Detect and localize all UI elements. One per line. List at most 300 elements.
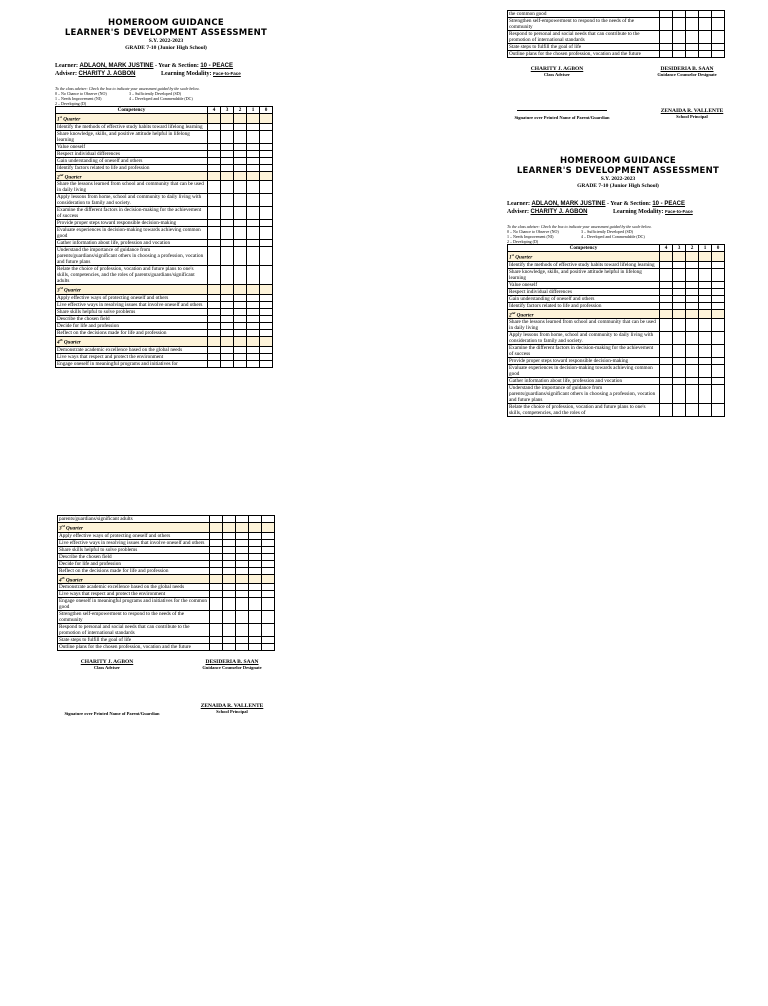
rating-checkbox[interactable] bbox=[686, 332, 699, 345]
competency-row bbox=[508, 365, 725, 378]
rating-checkbox[interactable] bbox=[660, 261, 673, 268]
rating-checkbox[interactable] bbox=[673, 281, 686, 288]
competency-row bbox=[508, 319, 725, 332]
rating-checkbox[interactable] bbox=[247, 295, 260, 302]
rating-checkbox[interactable] bbox=[223, 637, 236, 644]
rating-checkbox[interactable] bbox=[673, 385, 686, 404]
rating-checkbox[interactable] bbox=[223, 611, 236, 624]
rating-checkbox[interactable] bbox=[262, 567, 275, 574]
rating-checkbox[interactable] bbox=[262, 624, 275, 637]
rating-checkbox[interactable] bbox=[712, 261, 725, 268]
rating-checkbox[interactable] bbox=[699, 365, 712, 378]
rating-checkbox[interactable] bbox=[699, 385, 712, 404]
rating-checkbox[interactable] bbox=[210, 567, 223, 574]
rating-checkbox[interactable] bbox=[660, 404, 673, 417]
rating-checkbox[interactable] bbox=[210, 560, 223, 567]
rating-checkbox[interactable] bbox=[699, 319, 712, 332]
rating-checkbox[interactable] bbox=[673, 319, 686, 332]
competency-text: Relate the choice of profession, vocation and future plans to one's skills, competencies, and the roles of bbox=[508, 404, 660, 417]
rating-checkbox[interactable] bbox=[236, 532, 249, 539]
rating-checkbox[interactable] bbox=[234, 316, 247, 323]
rating-checkbox[interactable] bbox=[236, 560, 249, 567]
rating-checkbox[interactable] bbox=[673, 31, 686, 44]
rating-checkbox[interactable] bbox=[208, 207, 221, 220]
rating-checkbox[interactable] bbox=[686, 365, 699, 378]
rating-checkbox[interactable] bbox=[208, 266, 221, 285]
rating-checkbox[interactable] bbox=[208, 323, 221, 330]
rating-checkbox[interactable] bbox=[221, 150, 234, 157]
rating-checkbox[interactable] bbox=[247, 194, 260, 207]
rating-checkbox[interactable] bbox=[673, 404, 686, 417]
rating-checkbox[interactable] bbox=[712, 11, 725, 18]
rating-checkbox[interactable] bbox=[686, 319, 699, 332]
rating-checkbox[interactable] bbox=[210, 584, 223, 591]
rating-checkbox[interactable] bbox=[236, 591, 249, 598]
competency-text: Respond to personal and social needs that can contribute to the promotion of international standards bbox=[508, 31, 660, 44]
rating-checkbox[interactable] bbox=[673, 44, 686, 51]
rating-checkbox[interactable] bbox=[234, 207, 247, 220]
rating-checkbox[interactable] bbox=[221, 302, 234, 309]
rating-checkbox[interactable] bbox=[247, 247, 260, 266]
rating-checkbox[interactable] bbox=[208, 157, 221, 164]
rating-checkbox[interactable] bbox=[208, 330, 221, 337]
rating-checkbox[interactable] bbox=[221, 227, 234, 240]
rating-checkbox[interactable] bbox=[236, 624, 249, 637]
rating-checkbox[interactable] bbox=[673, 288, 686, 295]
rating-checkbox[interactable] bbox=[660, 18, 673, 31]
rating-checkbox[interactable] bbox=[247, 346, 260, 353]
rating-checkbox[interactable] bbox=[260, 309, 273, 316]
rating-checkbox[interactable] bbox=[234, 164, 247, 171]
rating-checkbox[interactable] bbox=[660, 281, 673, 288]
rating-checkbox[interactable] bbox=[208, 194, 221, 207]
rating-checkbox[interactable] bbox=[234, 240, 247, 247]
rating-checkbox[interactable] bbox=[234, 150, 247, 157]
rating-checkbox[interactable] bbox=[262, 516, 275, 523]
rating-checkbox[interactable] bbox=[208, 295, 221, 302]
rating-checkbox[interactable] bbox=[221, 295, 234, 302]
rating-checkbox[interactable] bbox=[260, 302, 273, 309]
rating-checkbox[interactable] bbox=[686, 261, 699, 268]
rating-checkbox[interactable] bbox=[221, 360, 234, 367]
rating-checkbox[interactable] bbox=[247, 323, 260, 330]
rating-checkbox[interactable] bbox=[221, 157, 234, 164]
rating-checkbox[interactable] bbox=[660, 345, 673, 358]
rating-checkbox[interactable] bbox=[673, 358, 686, 365]
rating-checkbox[interactable] bbox=[660, 51, 673, 58]
rating-checkbox[interactable] bbox=[660, 44, 673, 51]
rating-checkbox[interactable] bbox=[247, 157, 260, 164]
rating-checkbox[interactable] bbox=[686, 18, 699, 31]
rating-checkbox[interactable] bbox=[673, 378, 686, 385]
rating-checkbox[interactable] bbox=[249, 637, 262, 644]
rating-checkbox[interactable] bbox=[262, 637, 275, 644]
rating-checkbox[interactable] bbox=[660, 365, 673, 378]
rating-checkbox[interactable] bbox=[249, 553, 262, 560]
rating-checkbox[interactable] bbox=[262, 598, 275, 611]
rating-checkbox[interactable] bbox=[210, 637, 223, 644]
rating-checkbox[interactable] bbox=[210, 516, 223, 523]
rating-checkbox[interactable] bbox=[236, 553, 249, 560]
rating-checkbox[interactable] bbox=[221, 130, 234, 143]
rating-checkbox[interactable] bbox=[686, 295, 699, 302]
rating-checkbox[interactable] bbox=[236, 546, 249, 553]
rating-checkbox[interactable] bbox=[260, 143, 273, 150]
rating-checkbox[interactable] bbox=[236, 584, 249, 591]
rating-checkbox[interactable] bbox=[223, 532, 236, 539]
rating-checkbox[interactable] bbox=[247, 130, 260, 143]
rating-checkbox[interactable] bbox=[712, 51, 725, 58]
rating-checkbox[interactable] bbox=[699, 18, 712, 31]
rating-checkbox[interactable] bbox=[221, 353, 234, 360]
rating-checkbox[interactable] bbox=[712, 319, 725, 332]
competency-row bbox=[56, 295, 273, 302]
rating-checkbox[interactable] bbox=[247, 240, 260, 247]
rating-checkbox[interactable] bbox=[223, 598, 236, 611]
rating-checkbox[interactable] bbox=[247, 220, 260, 227]
rating-checkbox[interactable] bbox=[260, 346, 273, 353]
rating-checkbox[interactable] bbox=[699, 358, 712, 365]
scale-header: 0 bbox=[260, 107, 273, 114]
rating-checkbox[interactable] bbox=[223, 516, 236, 523]
rating-checkbox[interactable] bbox=[686, 358, 699, 365]
rating-checkbox[interactable] bbox=[699, 345, 712, 358]
rating-checkbox[interactable] bbox=[210, 591, 223, 598]
rating-checkbox[interactable] bbox=[223, 546, 236, 553]
rating-checkbox[interactable] bbox=[699, 268, 712, 281]
rating-checkbox[interactable] bbox=[210, 546, 223, 553]
rating-checkbox[interactable] bbox=[210, 611, 223, 624]
rating-checkbox[interactable] bbox=[247, 302, 260, 309]
rating-checkbox[interactable] bbox=[234, 227, 247, 240]
rating-checkbox[interactable] bbox=[673, 345, 686, 358]
rating-checkbox[interactable] bbox=[260, 194, 273, 207]
rating-checkbox[interactable] bbox=[208, 346, 221, 353]
rating-checkbox[interactable] bbox=[249, 532, 262, 539]
rating-checkbox[interactable] bbox=[260, 316, 273, 323]
rating-checkbox[interactable] bbox=[247, 353, 260, 360]
rating-checkbox[interactable] bbox=[208, 130, 221, 143]
rating-checkbox[interactable] bbox=[249, 624, 262, 637]
rating-checkbox[interactable] bbox=[673, 332, 686, 345]
rating-checkbox[interactable] bbox=[210, 644, 223, 651]
rating-checkbox[interactable] bbox=[221, 247, 234, 266]
assessment-page-3 bbox=[57, 515, 279, 741]
rating-checkbox[interactable] bbox=[699, 11, 712, 18]
rating-checkbox[interactable] bbox=[236, 516, 249, 523]
rating-checkbox[interactable] bbox=[208, 247, 221, 266]
rating-checkbox[interactable] bbox=[712, 404, 725, 417]
rating-checkbox[interactable] bbox=[208, 302, 221, 309]
rating-checkbox[interactable] bbox=[260, 323, 273, 330]
rating-checkbox[interactable] bbox=[210, 532, 223, 539]
rating-checkbox[interactable] bbox=[221, 330, 234, 337]
rating-checkbox[interactable] bbox=[673, 18, 686, 31]
rating-checkbox[interactable] bbox=[699, 288, 712, 295]
rating-checkbox[interactable] bbox=[699, 295, 712, 302]
rating-checkbox[interactable] bbox=[686, 281, 699, 288]
rating-checkbox[interactable] bbox=[262, 532, 275, 539]
rating-checkbox[interactable] bbox=[234, 181, 247, 194]
rating-checkbox[interactable] bbox=[699, 302, 712, 309]
rating-checkbox[interactable] bbox=[660, 378, 673, 385]
rating-checkbox[interactable] bbox=[660, 319, 673, 332]
rating-checkbox[interactable] bbox=[262, 644, 275, 651]
rating-checkbox[interactable] bbox=[260, 360, 273, 367]
rating-checkbox[interactable] bbox=[249, 591, 262, 598]
rating-checkbox[interactable] bbox=[712, 378, 725, 385]
rating-checkbox[interactable] bbox=[210, 598, 223, 611]
rating-checkbox[interactable] bbox=[712, 18, 725, 31]
rating-checkbox[interactable] bbox=[712, 358, 725, 365]
rating-checkbox[interactable] bbox=[210, 539, 223, 546]
rating-checkbox[interactable] bbox=[221, 164, 234, 171]
rating-checkbox[interactable] bbox=[236, 637, 249, 644]
rating-checkbox[interactable] bbox=[223, 644, 236, 651]
competency-row bbox=[58, 560, 275, 567]
rating-checkbox[interactable] bbox=[262, 546, 275, 553]
competency-row bbox=[508, 358, 725, 365]
rating-checkbox[interactable] bbox=[260, 164, 273, 171]
rating-checkbox[interactable] bbox=[221, 346, 234, 353]
rating-checkbox[interactable] bbox=[221, 181, 234, 194]
rating-checkbox[interactable] bbox=[673, 268, 686, 281]
rating-checkbox[interactable] bbox=[673, 261, 686, 268]
rating-checkbox[interactable] bbox=[712, 365, 725, 378]
rating-checkbox[interactable] bbox=[699, 332, 712, 345]
rating-checkbox[interactable] bbox=[223, 539, 236, 546]
rating-checkbox[interactable] bbox=[234, 330, 247, 337]
rating-checkbox[interactable] bbox=[660, 288, 673, 295]
rating-checkbox[interactable] bbox=[673, 295, 686, 302]
rating-checkbox[interactable] bbox=[660, 11, 673, 18]
rating-checkbox[interactable] bbox=[247, 330, 260, 337]
rating-checkbox[interactable] bbox=[208, 220, 221, 227]
competency-row bbox=[508, 18, 725, 31]
rating-checkbox[interactable] bbox=[262, 539, 275, 546]
rating-checkbox[interactable] bbox=[234, 220, 247, 227]
rating-checkbox[interactable] bbox=[260, 181, 273, 194]
rating-checkbox[interactable] bbox=[223, 584, 236, 591]
rating-checkbox[interactable] bbox=[712, 281, 725, 288]
rating-checkbox[interactable] bbox=[247, 309, 260, 316]
rating-checkbox[interactable] bbox=[234, 360, 247, 367]
rating-checkbox[interactable] bbox=[234, 346, 247, 353]
rating-checkbox[interactable] bbox=[221, 316, 234, 323]
rating-checkbox[interactable] bbox=[234, 295, 247, 302]
rating-checkbox[interactable] bbox=[221, 207, 234, 220]
rating-checkbox[interactable] bbox=[249, 546, 262, 553]
rating-checkbox[interactable] bbox=[234, 247, 247, 266]
rating-checkbox[interactable] bbox=[686, 385, 699, 404]
rating-checkbox[interactable] bbox=[247, 227, 260, 240]
competency-row bbox=[508, 281, 725, 288]
rating-checkbox[interactable] bbox=[247, 266, 260, 285]
rating-checkbox[interactable] bbox=[673, 11, 686, 18]
rating-checkbox[interactable] bbox=[247, 360, 260, 367]
rating-checkbox[interactable] bbox=[236, 644, 249, 651]
rating-checkbox[interactable] bbox=[247, 123, 260, 130]
rating-checkbox[interactable] bbox=[249, 516, 262, 523]
rating-checkbox[interactable] bbox=[249, 598, 262, 611]
rating-checkbox[interactable] bbox=[260, 330, 273, 337]
rating-checkbox[interactable] bbox=[221, 323, 234, 330]
rating-checkbox[interactable] bbox=[660, 268, 673, 281]
rating-checkbox[interactable] bbox=[247, 181, 260, 194]
adviser-signature: CHARITY J. AGBON Class Adviser bbox=[80, 659, 134, 671]
rating-checkbox[interactable] bbox=[686, 44, 699, 51]
rating-checkbox[interactable] bbox=[260, 266, 273, 285]
rating-checkbox[interactable] bbox=[262, 584, 275, 591]
rating-checkbox[interactable] bbox=[260, 247, 273, 266]
rating-checkbox[interactable] bbox=[262, 553, 275, 560]
rating-checkbox[interactable] bbox=[223, 591, 236, 598]
rating-checkbox[interactable] bbox=[660, 385, 673, 404]
rating-checkbox[interactable] bbox=[234, 353, 247, 360]
competency-text: Live ways that respect and protect the environment bbox=[56, 353, 208, 360]
rating-checkbox[interactable] bbox=[712, 345, 725, 358]
rating-checkbox[interactable] bbox=[712, 288, 725, 295]
rating-checkbox[interactable] bbox=[686, 11, 699, 18]
rating-checkbox[interactable] bbox=[712, 302, 725, 309]
rating-checkbox[interactable] bbox=[234, 309, 247, 316]
rating-checkbox[interactable] bbox=[210, 624, 223, 637]
rating-checkbox[interactable] bbox=[208, 143, 221, 150]
rating-checkbox[interactable] bbox=[247, 143, 260, 150]
learner-line: Learner: ADLAON, MARK JUSTINE - Year & Section: 10 - PEACE bbox=[55, 63, 234, 69]
rating-checkbox[interactable] bbox=[699, 51, 712, 58]
rating-checkbox[interactable] bbox=[249, 560, 262, 567]
rating-checkbox[interactable] bbox=[260, 150, 273, 157]
rating-checkbox[interactable] bbox=[210, 553, 223, 560]
competency-table-continued bbox=[507, 10, 725, 58]
rating-checkbox[interactable] bbox=[223, 624, 236, 637]
rating-checkbox[interactable] bbox=[712, 44, 725, 51]
rating-checkbox[interactable] bbox=[208, 309, 221, 316]
rating-checkbox[interactable] bbox=[660, 358, 673, 365]
rating-checkbox[interactable] bbox=[699, 404, 712, 417]
rating-checkbox[interactable] bbox=[712, 385, 725, 404]
rating-checkbox[interactable] bbox=[236, 539, 249, 546]
rating-checkbox[interactable] bbox=[660, 31, 673, 44]
rating-checkbox[interactable] bbox=[247, 316, 260, 323]
rating-checkbox[interactable] bbox=[660, 295, 673, 302]
rating-checkbox[interactable] bbox=[699, 31, 712, 44]
rating-checkbox[interactable] bbox=[249, 584, 262, 591]
rating-checkbox[interactable] bbox=[234, 302, 247, 309]
rating-checkbox[interactable] bbox=[249, 644, 262, 651]
parent-signature: Signature over Printed Name of Parent/Guardian bbox=[514, 115, 610, 120]
rating-checkbox[interactable] bbox=[249, 611, 262, 624]
rating-checkbox[interactable] bbox=[208, 164, 221, 171]
rating-checkbox[interactable] bbox=[686, 288, 699, 295]
rating-checkbox[interactable] bbox=[260, 240, 273, 247]
rating-checkbox[interactable] bbox=[260, 227, 273, 240]
rating-checkbox[interactable] bbox=[686, 302, 699, 309]
rating-checkbox[interactable] bbox=[260, 130, 273, 143]
rating-checkbox[interactable] bbox=[686, 51, 699, 58]
rating-checkbox[interactable] bbox=[260, 157, 273, 164]
rating-checkbox[interactable] bbox=[673, 51, 686, 58]
competency-text: Respect individual differences bbox=[508, 288, 660, 295]
rating-checkbox[interactable] bbox=[208, 240, 221, 247]
rating-checkbox[interactable] bbox=[223, 567, 236, 574]
rating-checkbox[interactable] bbox=[236, 567, 249, 574]
rating-checkbox[interactable] bbox=[660, 302, 673, 309]
rating-checkbox[interactable] bbox=[208, 316, 221, 323]
rating-checkbox[interactable] bbox=[221, 266, 234, 285]
rating-checkbox[interactable] bbox=[236, 611, 249, 624]
rating-checkbox[interactable] bbox=[208, 227, 221, 240]
rating-checkbox[interactable] bbox=[223, 560, 236, 567]
rating-checkbox[interactable] bbox=[260, 207, 273, 220]
competency-text: Provide proper steps toward responsible decision-making bbox=[56, 220, 208, 227]
rating-checkbox[interactable] bbox=[673, 302, 686, 309]
rating-checkbox[interactable] bbox=[712, 268, 725, 281]
rating-checkbox[interactable] bbox=[686, 345, 699, 358]
rating-checkbox[interactable] bbox=[234, 123, 247, 130]
rating-checkbox[interactable] bbox=[221, 240, 234, 247]
rating-checkbox[interactable] bbox=[699, 44, 712, 51]
rating-checkbox[interactable] bbox=[234, 143, 247, 150]
rating-checkbox[interactable] bbox=[249, 539, 262, 546]
rating-checkbox[interactable] bbox=[260, 123, 273, 130]
rating-checkbox[interactable] bbox=[699, 261, 712, 268]
rating-checkbox[interactable] bbox=[234, 323, 247, 330]
rating-checkbox[interactable] bbox=[699, 378, 712, 385]
rating-checkbox[interactable] bbox=[247, 164, 260, 171]
rating-checkbox[interactable] bbox=[221, 220, 234, 227]
rating-checkbox[interactable] bbox=[712, 31, 725, 44]
rating-checkbox[interactable] bbox=[208, 360, 221, 367]
rating-checkbox[interactable] bbox=[234, 266, 247, 285]
rating-checkbox[interactable] bbox=[712, 332, 725, 345]
rating-checkbox[interactable] bbox=[262, 591, 275, 598]
rating-checkbox[interactable] bbox=[673, 365, 686, 378]
rating-checkbox[interactable] bbox=[236, 598, 249, 611]
rating-checkbox[interactable] bbox=[234, 130, 247, 143]
competency-row bbox=[58, 591, 275, 598]
rating-checkbox[interactable] bbox=[208, 150, 221, 157]
rating-checkbox[interactable] bbox=[247, 207, 260, 220]
rating-checkbox[interactable] bbox=[221, 143, 234, 150]
rating-checkbox[interactable] bbox=[208, 181, 221, 194]
rating-checkbox[interactable] bbox=[686, 378, 699, 385]
rating-checkbox[interactable] bbox=[221, 194, 234, 207]
rating-checkbox[interactable] bbox=[260, 353, 273, 360]
rating-checkbox[interactable] bbox=[234, 194, 247, 207]
rating-checkbox[interactable] bbox=[260, 295, 273, 302]
rating-checkbox[interactable] bbox=[712, 295, 725, 302]
rating-checkbox[interactable] bbox=[699, 281, 712, 288]
rating-checkbox[interactable] bbox=[262, 611, 275, 624]
learner-name: ADLAON, MARK JUSTINE bbox=[531, 201, 606, 207]
rating-checkbox[interactable] bbox=[249, 567, 262, 574]
rating-checkbox[interactable] bbox=[660, 332, 673, 345]
rating-checkbox[interactable] bbox=[260, 220, 273, 227]
rating-checkbox[interactable] bbox=[223, 553, 236, 560]
rating-checkbox[interactable] bbox=[686, 31, 699, 44]
rating-checkbox[interactable] bbox=[686, 268, 699, 281]
rating-checkbox[interactable] bbox=[221, 309, 234, 316]
rating-checkbox[interactable] bbox=[686, 404, 699, 417]
rating-checkbox[interactable] bbox=[221, 123, 234, 130]
rating-checkbox[interactable] bbox=[208, 353, 221, 360]
rating-checkbox[interactable] bbox=[262, 560, 275, 567]
rating-checkbox[interactable] bbox=[247, 150, 260, 157]
rating-checkbox[interactable] bbox=[234, 157, 247, 164]
rating-checkbox[interactable] bbox=[208, 123, 221, 130]
